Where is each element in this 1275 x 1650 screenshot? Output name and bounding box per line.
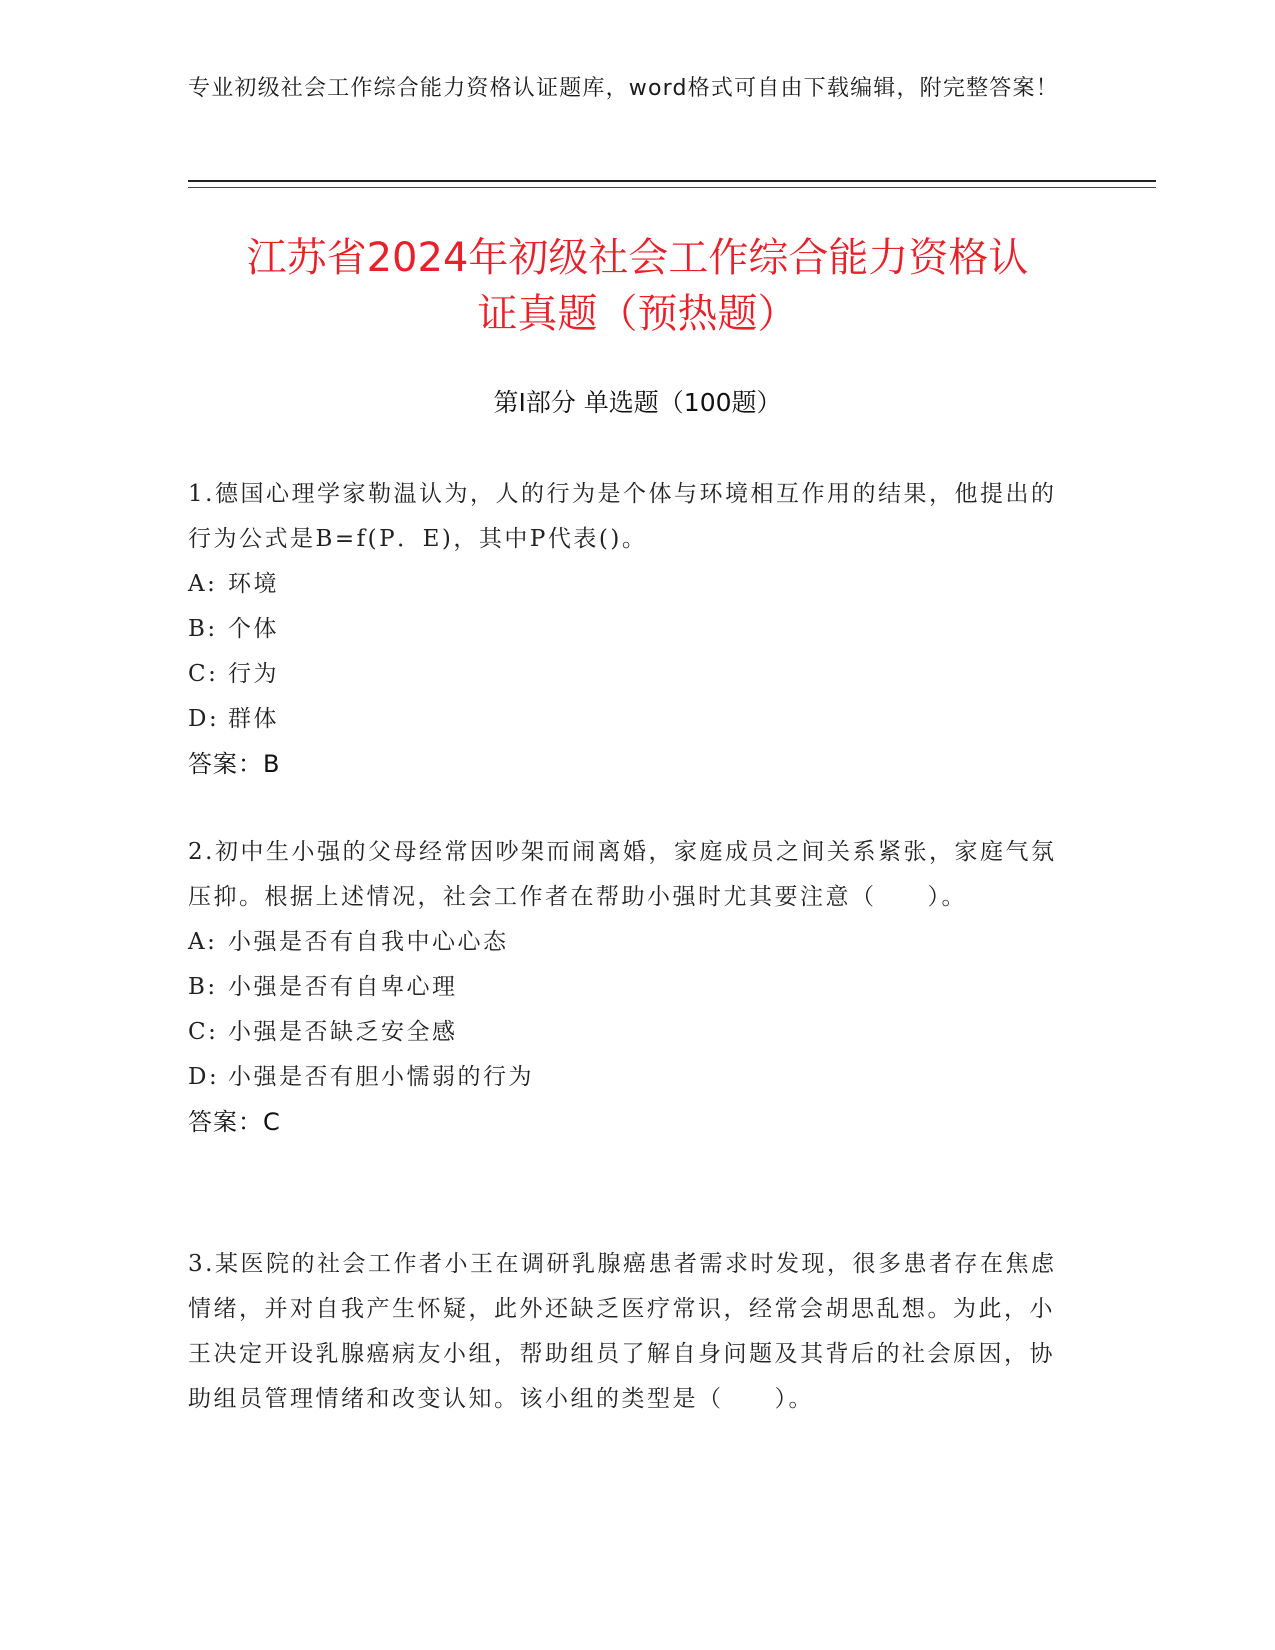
option-a [188,920,1068,965]
option-key: C: [188,661,219,687]
option-text: 小强是否有自我中心心态 [228,929,509,955]
header-divider-thick [188,180,1156,182]
question-stem: 2.初中生小强的父母经常因吵架而闹离婚，家庭成员之间关系紧张，家庭气氛压抑。根据上述情况，社会工作者在帮助小强时尤其要注意（ ）。 [188,839,1057,910]
option-a [188,562,1068,607]
header-divider-thin [188,187,1156,188]
question-stem: 3.某医院的社会工作者小王在调研乳腺癌患者需求时发现，很多患者存在焦虑情绪，并对自我产生怀疑，此外还缺乏医疗常识，经常会胡思乱想。为此，小王决定开设乳腺癌病友小组，帮助组员了解自身问题及其背后的社会原因，协助组员管理情绪和改变认知。该小组的类型是（ ）。 [188,1251,1057,1412]
option-key: A: [188,929,218,955]
section-heading: 第Ⅰ部分 单选题（100题） [493,388,782,417]
option-text: 环境 [228,571,279,597]
option-d [188,1055,1068,1100]
option-text: 个体 [228,616,279,642]
answer-line: 答案：B [188,750,281,778]
option-key: B: [188,616,218,642]
option-b [188,965,1068,1010]
option-text: 行为 [228,661,279,687]
option-text: 小强是否有自卑心理 [228,974,458,1000]
document-title-line1: 江苏省2024年初级社会工作综合能力资格认 [246,235,1029,281]
option-c [188,1010,1068,1055]
option-text: 小强是否缺乏安全感 [228,1019,458,1045]
option-text: 群体 [228,706,279,732]
header-note: 专业初级社会工作综合能力资格认证题库，word格式可自由下载编辑，附完整答案！ [188,76,1059,101]
question-item [188,830,1068,1145]
option-key: B: [188,974,218,1000]
option-text: 小强是否有胆小懦弱的行为 [228,1064,534,1090]
question-item [188,472,1068,787]
question-item [188,1242,1068,1422]
option-d [188,697,1068,742]
document-title-line2: 证真题（预热题） [477,291,798,337]
option-c [188,652,1068,697]
document-title [150,230,1125,342]
option-b [188,607,1068,652]
option-key: A: [188,571,218,597]
option-key: C: [188,1019,219,1045]
option-key: D: [188,1064,220,1090]
answer-line: 答案：C [188,1108,281,1136]
option-key: D: [188,706,220,732]
question-stem: 1.德国心理学家勒温认为，人的行为是个体与环境相互作用的结果，他提出的行为公式是B=f(P．E)，其中P代表()。 [188,481,1057,552]
